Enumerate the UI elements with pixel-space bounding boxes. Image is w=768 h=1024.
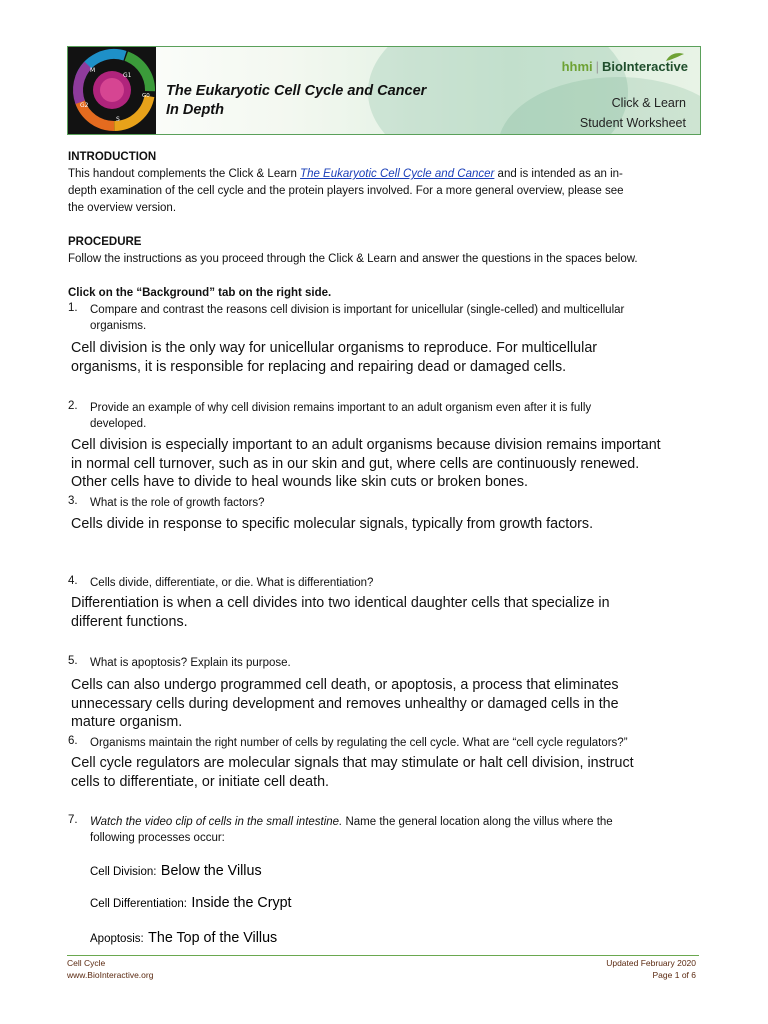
video-instruction: Watch the video clip of cells in the small intestine. xyxy=(90,816,343,828)
cell-division-label: Cell Division: xyxy=(90,866,157,878)
intro-text-after: and is intended as an in- xyxy=(494,168,623,180)
document-type xyxy=(580,93,686,133)
footer-website[interactable]: www.BioInteractive.org xyxy=(67,970,154,980)
introduction-heading: INTRODUCTION xyxy=(68,151,157,163)
answer-line: unnecessary cells during development and removes unhealthy or damaged cells in the xyxy=(71,695,619,712)
answer-3 xyxy=(71,515,593,534)
answer-line: Cell cycle regulators are molecular signals that may stimulate or halt cell division, instruct xyxy=(71,755,634,771)
question-1-text xyxy=(90,302,710,334)
logo-label: G0 xyxy=(142,93,150,99)
answer-1 xyxy=(71,339,597,376)
footer-updated-date: Updated February 2020 xyxy=(606,958,696,968)
question-line: following processes occur: xyxy=(90,832,225,844)
question-2-text xyxy=(90,400,710,432)
intro-line-3: the overview version. xyxy=(68,202,177,214)
logo-label: G1 xyxy=(123,72,132,79)
question-number: 2. xyxy=(68,400,78,412)
hhmi-brand xyxy=(562,59,688,74)
answer-line: Other cells have to divide to heal wounds like skin cuts or broken bones. xyxy=(71,474,528,490)
question-number: 3. xyxy=(68,495,78,507)
question-line xyxy=(90,814,710,830)
answer-4 xyxy=(71,594,610,631)
answer-line: in normal cell turnover, such as in our skin and gut, where cells are continuously renewed. xyxy=(71,455,640,472)
procedure-section xyxy=(68,234,728,268)
cell-differentiation-answer: Inside the Crypt xyxy=(191,895,292,911)
answer-line: Cells divide in response to specific molecular signals, typically from growth factors. xyxy=(71,516,594,532)
worksheet-title xyxy=(166,82,426,120)
question-line: Compare and contrast the reasons cell division is important for unicellular (single-celled) and multicellular xyxy=(90,304,625,316)
doc-type-line-2: Student Worksheet xyxy=(579,116,686,130)
procedure-text: Follow the instructions as you proceed through the Click & Learn and answer the questions in the spaces below. xyxy=(68,253,638,265)
answer-line: Cell division is the only way for unicellular organisms to reproduce. For multicellular xyxy=(71,340,598,356)
header-banner xyxy=(67,46,701,135)
question-number: 7. xyxy=(68,814,78,826)
footer-page-number: Page 1 of 6 xyxy=(652,970,696,980)
answer-line: cells to differentiate, or initiate cell death. xyxy=(71,773,330,790)
intro-line-2: depth examination of the cell cycle and the protein players involved. For a more general overview, please see xyxy=(68,185,624,197)
intro-line-1 xyxy=(68,166,708,183)
answer-line: organisms, it is responsible for replacing and repairing dead or damaged cells. xyxy=(71,358,567,375)
question-line: organisms. xyxy=(90,320,147,332)
answer-line: Cells can also undergo programmed cell death, or apoptosis, a process that eliminates xyxy=(71,677,619,693)
apoptosis-row xyxy=(90,929,277,947)
logo-label: G2 xyxy=(80,102,89,109)
answer-5 xyxy=(71,676,619,732)
cell-division-answer: Below the Villus xyxy=(160,863,262,879)
hhmi-logo-text: hhmi xyxy=(561,59,593,74)
answer-line: Differentiation is when a cell divides into two identical daughter cells that specialize in xyxy=(71,595,610,611)
apoptosis-answer: The Top of the Villus xyxy=(148,930,278,946)
question-line-rest: Name the general location along the villus where the xyxy=(342,816,613,828)
intro-text-before: This handout complements the Click & Learn xyxy=(68,168,301,180)
question-6-text: Organisms maintain the right number of cells by regulating the cell cycle. What are “cell cycle regulators?” xyxy=(90,737,628,749)
answer-line: different functions. xyxy=(71,613,188,630)
cell-division-row xyxy=(90,862,262,880)
introduction-section xyxy=(68,149,708,217)
question-number: 4. xyxy=(68,575,78,587)
answer-line: mature organism. xyxy=(71,714,183,730)
title-line-2: In Depth xyxy=(166,102,224,118)
cell-cycle-logo xyxy=(68,47,156,134)
background-tab-instruction: Click on the “Background” tab on the right side. xyxy=(68,287,332,299)
apoptosis-label: Apoptosis: xyxy=(90,933,144,945)
question-4-text: Cells divide, differentiate, or die. What is differentiation? xyxy=(90,577,374,589)
click-learn-link[interactable]: The Eukaryotic Cell Cycle and Cancer xyxy=(300,168,495,180)
question-5-text: What is apoptosis? Explain its purpose. xyxy=(90,657,291,669)
answer-6 xyxy=(71,754,634,791)
procedure-heading: PROCEDURE xyxy=(68,236,142,248)
doc-type-line-1: Click & Learn xyxy=(611,96,686,110)
answer-2 xyxy=(71,436,661,492)
question-number: 1. xyxy=(68,302,78,314)
logo-label: M xyxy=(90,67,96,74)
footer-rule xyxy=(67,955,699,956)
cell-differentiation-label: Cell Differentiation: xyxy=(90,898,187,910)
footer-topic: Cell Cycle xyxy=(67,958,106,968)
title-line-1: The Eukaryotic Cell Cycle and Cancer xyxy=(166,83,427,99)
biointeractive-logo-text: BioInteractive xyxy=(602,59,688,74)
question-line: developed. xyxy=(90,418,147,430)
brand-separator: | xyxy=(595,59,600,74)
logo-label: S xyxy=(116,116,120,123)
cell-differentiation-row xyxy=(90,894,292,912)
question-number: 5. xyxy=(68,655,78,667)
question-7-text xyxy=(90,814,710,846)
answer-line: Cell division is especially important to an adult organisms because division remains important xyxy=(71,437,661,453)
question-3-text: What is the role of growth factors? xyxy=(90,497,265,509)
question-line: Provide an example of why cell division remains important to an adult organism even after it is fully xyxy=(90,402,592,414)
question-number: 6. xyxy=(68,735,78,747)
